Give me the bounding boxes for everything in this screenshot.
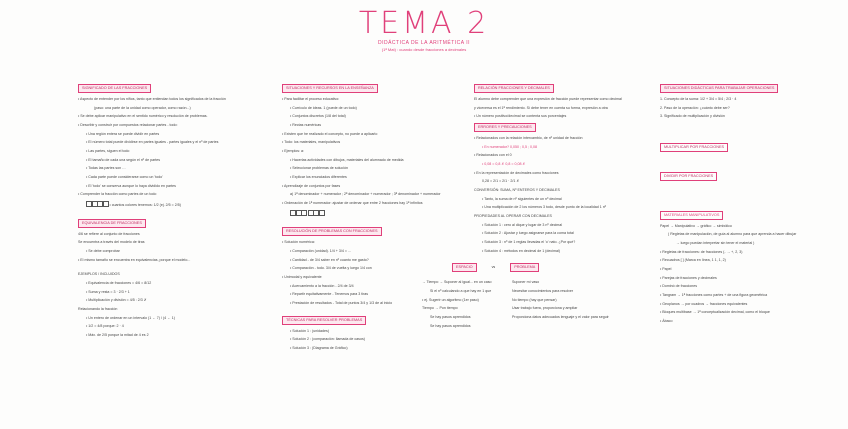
text-line: • Ordenación de 1ª numerador: ajustar de ordenar que entre 2 fracciones hay 1ª infinitos bbox=[282, 200, 423, 205]
section-header: RELACIÓN FRACCIONES Y DECIMALES bbox=[474, 84, 554, 93]
text-line: • Conjuntos discretos (1/8 del total) bbox=[290, 114, 346, 119]
text-line: • El tamaño de cada una según el nº de partes bbox=[86, 157, 161, 162]
text-line: • Existen que he realizado el concepto, no puede a aplicarlo bbox=[282, 131, 378, 136]
text-line: • Acercamiento a la fracción - 2/4 de 3/4 bbox=[290, 283, 354, 288]
text-line: • Una multiplicación de 2 los números 3 todo, desde punto de la localidad 1 nº bbox=[482, 205, 607, 210]
text-line: → Tiempo → Suponer al igual... en un caso bbox=[422, 280, 492, 285]
text-line: • Geoplanos → por cuadros → fracciones equivalentes bbox=[660, 301, 748, 306]
section-header: SITUACIONES DIDÁCTICAS PARA TRABAJAR OPERACIONES bbox=[660, 84, 778, 93]
text-line: • Un número positivo/decimal se contenta sus porcentajes bbox=[474, 114, 567, 119]
text-line: • Cantidad - de 3/4 saber en nº cuanto me gasto? bbox=[290, 257, 369, 262]
section-header: TÉCNICAS PARA RESOLVER PROBLEMAS bbox=[282, 316, 366, 325]
text-line: • Solución 2 : Ajustar y luego asignarse para la coma total bbox=[482, 231, 574, 236]
text-line: EJEMPLOS / INCLUIDOS bbox=[78, 272, 120, 277]
text-line: • Solución numérica: bbox=[282, 240, 315, 245]
fraction-grid-icon bbox=[308, 210, 325, 218]
text-line: • Papel bbox=[660, 267, 672, 272]
section-header: EQUIVALENCIA DE FRACCIONES bbox=[78, 219, 146, 228]
text-line: • Relacionados con el 0 bbox=[474, 153, 512, 158]
text-line: Se hay pasos aprendidos bbox=[430, 314, 471, 319]
text-line: • El 'todo' se conserva aunque lo haya dividido en partes bbox=[86, 183, 176, 188]
section-header: ERRORES Y PRECAUCIONES bbox=[474, 123, 536, 132]
text-line: • Dominó de fracciones bbox=[660, 284, 698, 289]
text-line: • cuantos colores tenemos: 1/2 (ej. 2/5 = 2/5) bbox=[109, 202, 181, 207]
text-line: ( Regletas de manipulación, de guía al alumno para que aprenda a hacer dibujar bbox=[668, 232, 797, 237]
text-line: • Multiplicación y división = 4/5 : 2/3 ✗ bbox=[86, 298, 147, 303]
text-line: CONVERSIÓN: SUMA, Nº ENTEROS Y DECIMALES bbox=[474, 187, 560, 192]
text-line: • Explicar los enunciados diferentes bbox=[290, 174, 347, 179]
text-line: Proporciona datos adecuados lenguaje y el valor para seguir bbox=[512, 314, 609, 319]
text-line: • Describir y construir por compuestos relacionar partes - todo: bbox=[78, 122, 178, 127]
text-line: • Hacerlas actividades con dibujos, materiales del alumnado de medida bbox=[290, 157, 404, 162]
text-line: • Prestación de resultados - Total de puntos 3/4 y 1/3 de al inicio bbox=[290, 300, 393, 305]
text-line: • Unimodal y equivalente bbox=[282, 274, 322, 279]
text-line: • Equivalencia de fracciones = 4/6 = 8/12 bbox=[86, 280, 152, 285]
page-subtitle: DIDÁCTICA DE LA ARITMÉTICA II bbox=[377, 40, 471, 46]
text-line: No tiempo (hay que pensar) bbox=[512, 297, 557, 302]
text-line: • Ejemplos: a: bbox=[282, 148, 305, 153]
text-line: → luego puedan interpretar sin tener el material ) bbox=[676, 241, 755, 246]
column-1 bbox=[78, 84, 253, 342]
section-header: SITUACIONES Y RECURSOS EN LA ENSEÑANZA bbox=[282, 84, 378, 93]
text-line: Suponer mí vaso bbox=[512, 280, 540, 285]
text-line: • Parejas de fracciones y decimales bbox=[660, 275, 717, 280]
text-line: • ej. Sugerir un algoritmo (1er paso) bbox=[422, 297, 479, 302]
text-line: • Se debe comprobar bbox=[86, 248, 120, 253]
text-line: • Bloques multibase → 1ª conceptualización decimal, como el bloque bbox=[660, 310, 770, 315]
column-4 bbox=[660, 84, 840, 328]
text-line: • Tanto, la suma de nº siguientes de un nº decimal bbox=[482, 196, 562, 201]
section-header: MATERIALES MANIPULATIVOS bbox=[660, 211, 723, 220]
text-line: • Las partes, siguen el todo bbox=[86, 148, 130, 153]
text-line: • Recuadros [ ] (Marca en línea, 1 1, 1, 2) bbox=[660, 258, 726, 263]
text-line: Usar trabajo fuera, proporciona y ampliar bbox=[512, 306, 578, 311]
text-line: • Se debe aplicar manipulativo en el sentido numérico y resolución de problemas. bbox=[78, 114, 208, 119]
text-line: 4/6 se refiere al conjunto de fracciones bbox=[78, 231, 140, 236]
text-line: • Aspecto de entender por los niños, tanto que entiendan todos los significados de la fracción bbox=[78, 96, 226, 101]
text-line: • En la representación de decimales como fracciones bbox=[474, 170, 559, 175]
text-line: • Comparación - todo. 3/4 de vuelta y luego 1/4 con bbox=[290, 266, 372, 271]
text-line: • Repartir equitativamente - Tenemos para 3 tiras bbox=[290, 292, 369, 297]
text-line: 2. Paso de la operación: ¿cuánto debe ser? bbox=[660, 105, 730, 110]
text-line: Se hay pasos aprendidos bbox=[430, 323, 471, 328]
section-header: PROBLEMA bbox=[510, 263, 539, 272]
text-line: • Rectas numéricas bbox=[290, 122, 322, 127]
text-line: • Regletas de fracciones: de fracciones (- → +, 2, 3) bbox=[660, 249, 743, 254]
text-line: Se encuentra a través del modelo de tiras bbox=[78, 240, 145, 245]
text-line: Relacionando la fracción bbox=[78, 306, 118, 311]
section-header: DIVIDIR POR FRACCIONES bbox=[660, 172, 717, 181]
text-line: • 1/2 = 4/8 porque: 2 · 4 bbox=[86, 324, 124, 329]
text-line: • Comprender la fracción como partes de un todo bbox=[78, 192, 157, 197]
text-line: y viceversa es el 1ª rendimiento. Sí debe tener en cuenta su forma, expresión a otra bbox=[474, 105, 608, 110]
section-header: MULTIPLICAR POR FRACCIONES bbox=[660, 143, 728, 152]
text-line: • Ábaco bbox=[660, 319, 673, 324]
text-line: • Seleccionar problemas de solución bbox=[290, 166, 348, 171]
text-line: a) 1ª denominador + numerador ; 2ª denominador + numerador ; 3ª denominador + numerador bbox=[290, 192, 441, 197]
text-line: Tiempo → Pon tiempo bbox=[422, 306, 458, 311]
text-line: 0,28 = 2/1 = 2/1 · 2/1 ✗ bbox=[482, 179, 520, 184]
text-line: • Una región entera se puede dividir en partes bbox=[86, 131, 160, 136]
section-header: ESPACIO bbox=[452, 263, 477, 272]
text-line: Si el nº calculando a que hay en 1 que bbox=[430, 288, 492, 293]
text-line: Necesitar conocimientos para resolver bbox=[512, 288, 574, 293]
versus-label: vs bbox=[491, 265, 496, 270]
text-line: • Solución 4 : métodos en decimal de 1 (decimal) bbox=[482, 248, 560, 253]
text-line: • Currículo de ideas. 1 (puede de un todo) bbox=[290, 105, 357, 110]
text-line: • Solución 2 : (comparación: llamada de casos) bbox=[290, 337, 365, 342]
text-line: PROPIEDADES AL OPERAR CON DECIMALES bbox=[474, 213, 552, 218]
section-header: RESOLUCIÓN DE PROBLEMAS CON FRACCIONES bbox=[282, 227, 382, 236]
text-line: • Relacionados con la relación intercambio, de nº unidad de fracción bbox=[474, 135, 583, 140]
text-line: • Máx. de 2/5 porque la mitad de 4 es 2 bbox=[86, 332, 149, 337]
text-line: • Solución 3 : nº de 1 reglas llevadas el 'o' nato. ¿Por qué? bbox=[482, 239, 576, 244]
text-line: • El mismo tamaño se encuentra en equivalencias, porque el modelo... bbox=[78, 257, 191, 262]
text-line: • Solución 1 : cero al dique y lugar de 3 nº decimal bbox=[482, 222, 563, 227]
text-line: • En numerador? 0,050 ; 0,5 ; 0,08 bbox=[482, 144, 538, 149]
text-line: (paso: una parte de la unidad como operador, como razón...) bbox=[94, 105, 191, 110]
text-line: 3. Significado de multiplicación y división bbox=[660, 114, 725, 119]
text-line: • Suma y resta = 3 · 2/3 + 1 bbox=[86, 289, 130, 294]
page-subtitle-2: (1ª Mat) : cuando desde fracciones a decimales bbox=[381, 47, 467, 52]
text-line: • Tangram → 1ª fracciones como partes + de una figura geométrica bbox=[660, 293, 768, 298]
text-line: El alumno debe comprender que una expresión de fracción puede representar como decimal bbox=[474, 96, 622, 101]
text-line: Papel → Manipulativo → gráfico → simbólico bbox=[660, 223, 732, 228]
text-line: 1. Concepto de la suma: 1/2 + 3/4 = 5/4 ; 2/3 · 4 bbox=[660, 96, 737, 101]
text-line: • 0,08 = 0,8 ✗ 0,8 = 0,08 ✗ bbox=[482, 161, 526, 166]
text-line: • Solución 1 : (unidades) bbox=[290, 328, 330, 333]
text-line: • El número total puede dividirse en partes iguales - partes iguales y el nº de partes bbox=[86, 140, 219, 145]
text-line: • Comparación (unidad). 1/4 + 3/4 = ... bbox=[290, 248, 351, 253]
text-line: • Solución 3 : (Diagrama de Gráfico) bbox=[290, 345, 348, 350]
fraction-grid-icon bbox=[86, 201, 108, 209]
text-line: • Todas las partes son … bbox=[86, 166, 126, 171]
text-line: • Para facilitar el proceso educativo: bbox=[282, 96, 340, 101]
section-header: SIGNIFICADO DE LAS FRACCIONES bbox=[78, 84, 151, 93]
column-3 bbox=[422, 84, 654, 332]
text-line: • Cada parte puede considerarse como un 'todo' bbox=[86, 174, 163, 179]
text-line: • Todo: los materiales, manipulativos bbox=[282, 140, 341, 145]
page-title: TEMA 2 bbox=[358, 6, 490, 41]
text-line: • Aprendizaje de conjuntos por fases bbox=[282, 183, 341, 188]
text-line: • Un entero de ordenar en un intervalo (1 ← 7) / (4 ← 1) bbox=[86, 315, 175, 320]
fraction-grid-icon bbox=[290, 210, 307, 218]
